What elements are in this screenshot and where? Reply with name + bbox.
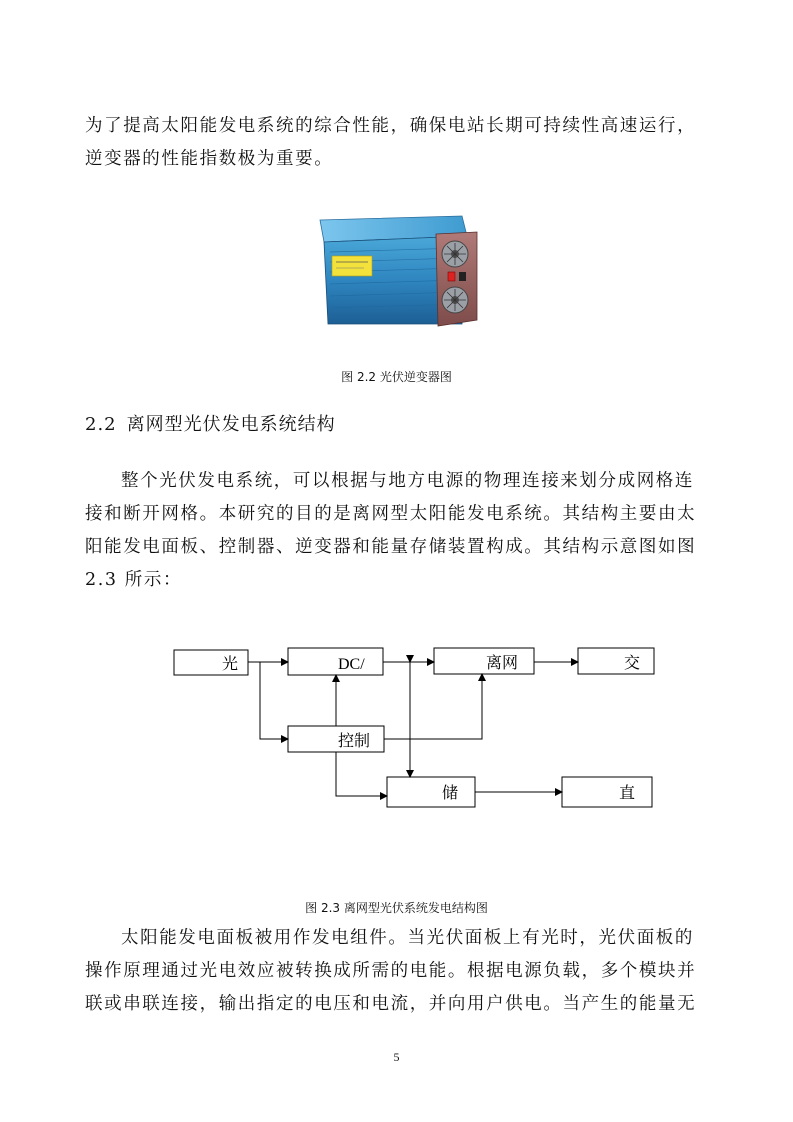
dcdc-box xyxy=(288,648,383,675)
arrow-controller-inverter xyxy=(384,674,482,739)
paragraph-operation xyxy=(85,922,697,1021)
figure-caption: 图 2.3 离网型光伏系统发电结构图 xyxy=(305,901,488,915)
storage-box xyxy=(387,777,475,807)
inverter-box xyxy=(434,648,534,674)
figure-caption: 图 2.2 光伏逆变器图 xyxy=(341,370,452,384)
paragraph-line: 2.3 所示： xyxy=(85,570,183,590)
inverter-photo xyxy=(312,212,482,342)
paragraph-line: 整个光伏发电系统，可以根据与地方电源的物理连接来划分成网格连 xyxy=(121,471,694,491)
section-title: 离网型光伏发电系统结构 xyxy=(126,414,336,435)
paragraph-line: 逆变器的性能指数极为重要。 xyxy=(85,149,334,169)
pv-panel-label: 光 xyxy=(222,654,239,673)
ac-load-label: 交 xyxy=(624,653,641,672)
paragraph-line: 联或串联连接，输出指定的电压和电流，并向用户供电。当产生的能量无 xyxy=(85,994,697,1014)
paragraph-line: 操作原理通过光电效应被转换成所需的电能。根据电源负载，多个模块并 xyxy=(85,961,697,981)
arrow-controller-storage xyxy=(336,752,387,796)
paragraph-line: 为了提高太阳能发电系统的综合性能，确保电站长期可持续性高速运行， xyxy=(85,116,697,136)
paragraph-structure xyxy=(85,465,697,597)
paragraph-line: 阳能发电面板、控制器、逆变器和能量存储装置构成。其结构示意图如图 xyxy=(85,537,697,557)
dc-load-label: 直 xyxy=(619,783,636,802)
inverter-label: 离网 xyxy=(486,653,519,672)
dc-load-box xyxy=(562,777,652,807)
controller-label: 控制 xyxy=(338,731,371,750)
storage-label: 储 xyxy=(442,783,459,802)
dcdc-label: DC/ xyxy=(338,656,365,673)
section-heading xyxy=(85,410,336,436)
paragraph-intro xyxy=(85,110,697,176)
section-number: 2.2 xyxy=(85,414,117,435)
paragraph-line: 接和断开网格。本研究的目的是离网型太阳能发电系统。其结构主要由太 xyxy=(85,504,697,524)
system-block-diagram xyxy=(170,640,660,820)
page-number: 5 xyxy=(393,1050,400,1064)
arrow-pv-controller xyxy=(260,662,288,739)
paragraph-line: 太阳能发电面板被用作发电组件。当光伏面板上有光时，光伏面板的 xyxy=(121,928,694,948)
ac-load-box xyxy=(578,648,654,674)
